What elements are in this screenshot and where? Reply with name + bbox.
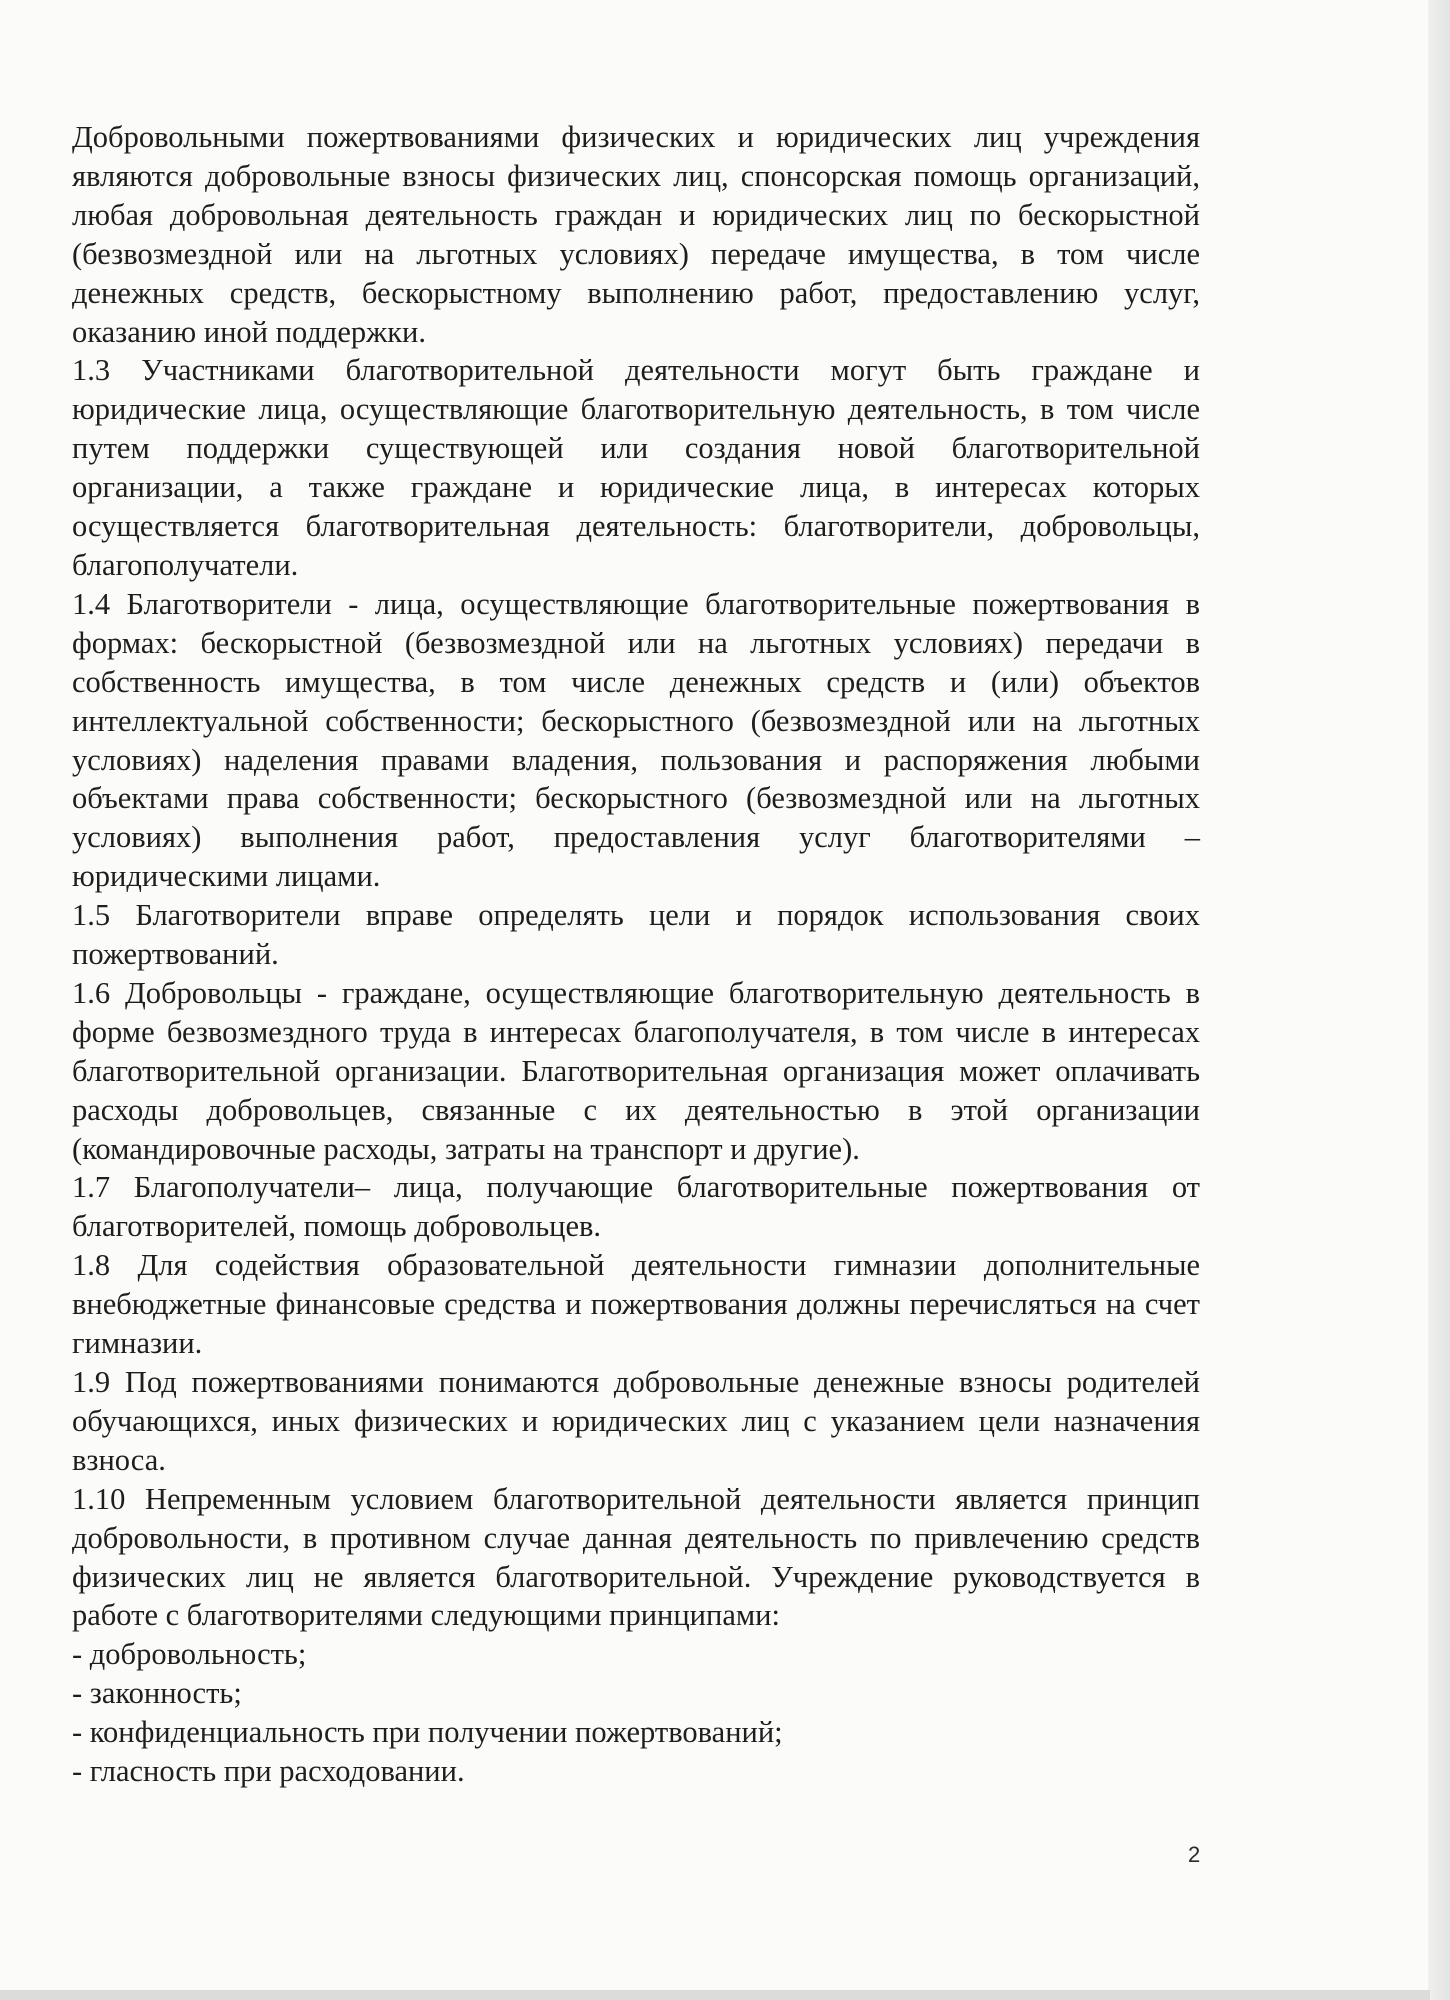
- page-number: 2: [1188, 1842, 1201, 1867]
- principle-item: - конфиденциальность при получении пожертвований;: [72, 1715, 783, 1750]
- paragraph-1-6-volunteers: 1.6 Добровольцы - граждане, осуществляющие благотворительную деятельность в форме безвозмездного труда в интересах благополучателя, в том числе в интересах благотворительной организации. Благотворительная организация может оплачивать расходы добровольцев, связанные с их деятельностью в этой организации (командировочные расходы, затраты на транспорт и другие).: [72, 975, 1200, 1166]
- paragraph-1-8-gymnasium-funds: 1.8 Для содействия образовательной деятельности гимназии дополнительные внебюджетные финансовые средства и пожертвования должны перечисляться на счет гимназии.: [72, 1248, 1200, 1361]
- principle-item: - законность;: [72, 1676, 242, 1711]
- paragraph-1-3-participants: 1.3 Участниками благотворительной деятельности могут быть граждане и юридические лица, осуществляющие благотворительную деятельность, в том числе путем поддержки существующей или создания новой благотворительной организации, а также граждане и юридические лица, в интересах которых осуществляется благотворительная деятельность: благотворители, добровольцы, благополучатели.: [72, 353, 1200, 582]
- paragraph-donations-definition: Добровольными пожертвованиями физических и юридических лиц учреждения являются добровольные взносы физических лиц, спонсорская помощь организаций, любая добровольная деятельность граждан и юридических лиц по бескорыстной (безвозмездной или на льготных условиях) передаче имущества, в том числе денежных средств, бескорыстному выполнению работ, предоставлению услуг, оказанию иной поддержки.: [72, 120, 1200, 349]
- scan-edge-bottom: [0, 1990, 1430, 2000]
- document-body: [72, 118, 1200, 1791]
- paragraph-1-5-benefactor-rights: 1.5 Благотворители вправе определять цели и порядок использования своих пожертвований.: [72, 898, 1200, 972]
- paragraph-1-9-donations-meaning: 1.9 Под пожертвованиями понимаются добровольные денежные взносы родителей обучающихся, иных физических и юридических лиц с указанием цели назначения взноса.: [72, 1365, 1200, 1477]
- principles-list: [72, 1635, 1200, 1791]
- scan-edge-right: [1428, 0, 1450, 2000]
- paragraph-1-4-benefactors: 1.4 Благотворители - лица, осуществляющие благотворительные пожертвования в формах: бескорыстной (безвозмездной или на льготных условиях) передачи в собственность имущества, в том числе денежных средств и (или) объектов интеллектуальной собственности; бескорыстного (безвозмездной или на льготных условиях) наделения правами владения, пользования и распоряжения любыми объектами права собственности; бескорыстного (безвозмездной или на льготных условиях) выполнения работ, предоставления услуг благотворителями – юридическими лицами.: [72, 586, 1200, 894]
- principle-item: - гласность при расходовании.: [72, 1754, 465, 1789]
- paragraph-1-7-beneficiaries: 1.7 Благополучатели– лица, получающие благотворительные пожертвования от благотворителей, помощь добровольцев.: [72, 1170, 1200, 1244]
- principle-item: - добровольность;: [72, 1637, 307, 1672]
- paragraph-1-10-voluntariness: 1.10 Непременным условием благотворительной деятельности является принцип добровольности, в противном случае данная деятельность по привлечению средств физических лиц не является благотворительной. Учреждение руководствуется в работе с благотворителями следующими принципами:: [72, 1481, 1200, 1633]
